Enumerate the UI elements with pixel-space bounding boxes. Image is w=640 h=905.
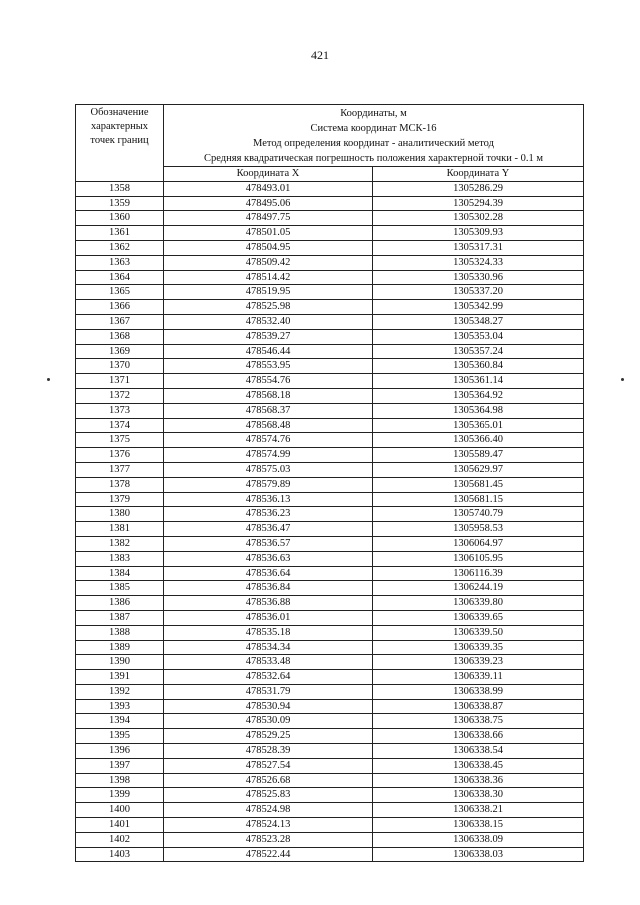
table-row: [76, 181, 584, 196]
coordinate-y-cell: 1305330.96: [373, 270, 584, 285]
point-number-cell: 1373: [76, 403, 164, 418]
coordinate-y-cell: 1306338.36: [373, 773, 584, 788]
coordinate-x-cell: 478579.89: [164, 477, 373, 492]
coordinate-x-cell: 478531.79: [164, 684, 373, 699]
coordinate-x-cell: 478536.13: [164, 492, 373, 507]
point-number-cell: 1379: [76, 492, 164, 507]
point-number-cell: 1378: [76, 477, 164, 492]
coordinate-x-cell: 478497.75: [164, 211, 373, 226]
coordinate-y-cell: 1305365.01: [373, 418, 584, 433]
table-row: [76, 655, 584, 670]
coordinate-y-cell: 1306338.75: [373, 714, 584, 729]
coordinate-y-cell: 1305294.39: [373, 196, 584, 211]
coordinates-table: [75, 104, 584, 862]
coordinate-x-cell: 478536.64: [164, 566, 373, 581]
table-row: [76, 507, 584, 522]
table-row: [76, 433, 584, 448]
point-number-cell: 1387: [76, 610, 164, 625]
point-number-cell: 1390: [76, 655, 164, 670]
coordinate-x-cell: 478514.42: [164, 270, 373, 285]
point-number-cell: 1362: [76, 240, 164, 255]
table-row: [76, 803, 584, 818]
table-row: [76, 610, 584, 625]
coordinate-x-cell: 478533.48: [164, 655, 373, 670]
table-row: [76, 684, 584, 699]
coordinate-y-cell: 1305302.28: [373, 211, 584, 226]
coordinate-x-cell: 478535.18: [164, 625, 373, 640]
table-row: [76, 581, 584, 596]
point-number-cell: 1401: [76, 818, 164, 833]
table-row: [76, 640, 584, 655]
coordinate-x-cell: 478519.95: [164, 285, 373, 300]
table-row: [76, 566, 584, 581]
coordinate-x-cell: 478536.63: [164, 551, 373, 566]
point-number-cell: 1375: [76, 433, 164, 448]
coordinate-y-cell: 1305360.84: [373, 359, 584, 374]
coordinate-y-cell: 1306338.87: [373, 699, 584, 714]
point-number-cell: 1359: [76, 196, 164, 211]
coordinate-y-cell: 1306338.66: [373, 729, 584, 744]
coordinate-y-cell: 1305958.53: [373, 522, 584, 537]
table-row: [76, 536, 584, 551]
table-row: [76, 359, 584, 374]
point-number-cell: 1367: [76, 314, 164, 329]
point-number-cell: 1360: [76, 211, 164, 226]
coordinate-x-cell: 478530.94: [164, 699, 373, 714]
coordinate-x-cell: 478530.09: [164, 714, 373, 729]
point-number-cell: 1383: [76, 551, 164, 566]
table-row: [76, 788, 584, 803]
coordinate-x-cell: 478509.42: [164, 255, 373, 270]
point-number-cell: 1396: [76, 744, 164, 759]
coordinate-x-cell: 478536.23: [164, 507, 373, 522]
point-number-cell: 1376: [76, 448, 164, 463]
table-row: [76, 418, 584, 433]
table-row: [76, 388, 584, 403]
coordinate-y-cell: 1305681.15: [373, 492, 584, 507]
coordinate-x-cell: 478525.98: [164, 300, 373, 315]
table-row: [76, 832, 584, 847]
coordinate-x-cell: 478532.40: [164, 314, 373, 329]
table-row: [76, 329, 584, 344]
coordinate-y-cell: 1306338.30: [373, 788, 584, 803]
table-row: [76, 492, 584, 507]
table-row: [76, 744, 584, 759]
point-number-cell: 1371: [76, 374, 164, 389]
coordinate-x-cell: 478536.88: [164, 596, 373, 611]
coordinate-y-cell: 1305353.04: [373, 329, 584, 344]
point-number-cell: 1388: [76, 625, 164, 640]
coordinate-x-cell: 478536.57: [164, 536, 373, 551]
coordinate-y-cell: 1305589.47: [373, 448, 584, 463]
table-row: [76, 847, 584, 862]
table-row: [76, 211, 584, 226]
header-right-line: Координаты, м: [340, 108, 407, 119]
table-row: [76, 314, 584, 329]
header-right-line: Система координат МСК-16: [310, 123, 437, 134]
coordinates-header: [164, 105, 584, 167]
coordinate-x-cell: 478568.18: [164, 388, 373, 403]
point-number-cell: 1394: [76, 714, 164, 729]
point-number-cell: 1403: [76, 847, 164, 862]
point-number-cell: 1393: [76, 699, 164, 714]
table-row: [76, 477, 584, 492]
coordinate-x-cell: 478574.99: [164, 448, 373, 463]
coordinate-y-cell: 1305337.20: [373, 285, 584, 300]
coordinate-x-cell: 478574.76: [164, 433, 373, 448]
coordinate-y-cell: 1306338.15: [373, 818, 584, 833]
coordinate-y-cell: 1306338.54: [373, 744, 584, 759]
coordinate-x-cell: 478529.25: [164, 729, 373, 744]
point-number-cell: 1369: [76, 344, 164, 359]
coordinate-y-cell: 1305364.92: [373, 388, 584, 403]
coordinate-x-cell: 478527.54: [164, 758, 373, 773]
coordinate-y-cell: 1306339.80: [373, 596, 584, 611]
coordinate-y-cell: 1305681.45: [373, 477, 584, 492]
table-row: [76, 625, 584, 640]
table-row: [76, 462, 584, 477]
coordinate-y-cell: 1306338.99: [373, 684, 584, 699]
coordinate-x-header: Координата X: [164, 167, 373, 182]
coordinate-y-cell: 1306338.21: [373, 803, 584, 818]
point-number-cell: 1402: [76, 832, 164, 847]
point-number-cell: 1361: [76, 226, 164, 241]
table-row: [76, 196, 584, 211]
table-row: [76, 522, 584, 537]
coordinate-y-cell: 1305317.31: [373, 240, 584, 255]
point-number-cell: 1399: [76, 788, 164, 803]
coordinate-x-cell: 478554.76: [164, 374, 373, 389]
table-row: [76, 255, 584, 270]
point-number-cell: 1372: [76, 388, 164, 403]
table-row: [76, 344, 584, 359]
coordinate-x-cell: 478532.64: [164, 670, 373, 685]
table-row: [76, 596, 584, 611]
coordinate-y-cell: 1305366.40: [373, 433, 584, 448]
header-right-line: Метод определения координат - аналитический метод: [253, 138, 494, 149]
coordinate-x-cell: 478534.34: [164, 640, 373, 655]
coordinate-x-cell: 478528.39: [164, 744, 373, 759]
table-row: [76, 374, 584, 389]
point-number-cell: 1381: [76, 522, 164, 537]
point-number-cell: 1382: [76, 536, 164, 551]
point-number-cell: 1366: [76, 300, 164, 315]
coordinate-y-header: Координата Y: [373, 167, 584, 182]
table-row: [76, 729, 584, 744]
coordinate-x-cell: 478539.27: [164, 329, 373, 344]
coordinate-y-cell: 1305357.24: [373, 344, 584, 359]
coordinate-y-cell: 1306339.23: [373, 655, 584, 670]
coordinate-x-cell: 478536.01: [164, 610, 373, 625]
coordinate-x-cell: 478568.48: [164, 418, 373, 433]
table-row: [76, 699, 584, 714]
point-number-cell: 1368: [76, 329, 164, 344]
coordinate-y-cell: 1305342.99: [373, 300, 584, 315]
point-number-cell: 1374: [76, 418, 164, 433]
point-number-cell: 1386: [76, 596, 164, 611]
coordinate-y-cell: 1305348.27: [373, 314, 584, 329]
coordinate-y-cell: 1305361.14: [373, 374, 584, 389]
point-number-cell: 1377: [76, 462, 164, 477]
point-number-cell: 1365: [76, 285, 164, 300]
coordinate-y-cell: 1305324.33: [373, 255, 584, 270]
coordinate-y-cell: 1306116.39: [373, 566, 584, 581]
table-row: [76, 448, 584, 463]
scan-speck: [47, 378, 50, 381]
point-number-cell: 1364: [76, 270, 164, 285]
coordinate-x-cell: 478524.98: [164, 803, 373, 818]
table-row: [76, 758, 584, 773]
coordinate-x-cell: 478522.44: [164, 847, 373, 862]
point-designation-header: [76, 105, 164, 182]
point-number-cell: 1370: [76, 359, 164, 374]
coordinate-x-cell: 478553.95: [164, 359, 373, 374]
point-number-cell: 1384: [76, 566, 164, 581]
coordinate-x-cell: 478504.95: [164, 240, 373, 255]
coordinate-y-cell: 1305286.29: [373, 181, 584, 196]
point-number-cell: 1400: [76, 803, 164, 818]
header-left-line: Обозначение: [90, 107, 149, 118]
point-number-cell: 1380: [76, 507, 164, 522]
table-row: [76, 270, 584, 285]
table-row: [76, 551, 584, 566]
table-row: [76, 773, 584, 788]
table-row: [76, 285, 584, 300]
table-row: [76, 714, 584, 729]
coordinate-x-cell: 478523.28: [164, 832, 373, 847]
coordinate-y-cell: 1305629.97: [373, 462, 584, 477]
table-row: [76, 403, 584, 418]
coordinate-x-cell: 478495.06: [164, 196, 373, 211]
coordinate-x-cell: 478524.13: [164, 818, 373, 833]
point-number-cell: 1389: [76, 640, 164, 655]
coordinate-y-cell: 1306105.95: [373, 551, 584, 566]
point-number-cell: 1363: [76, 255, 164, 270]
point-number-cell: 1391: [76, 670, 164, 685]
coordinate-x-cell: 478501.05: [164, 226, 373, 241]
coordinate-x-cell: 478546.44: [164, 344, 373, 359]
table-row: [76, 240, 584, 255]
coordinate-y-cell: 1306339.35: [373, 640, 584, 655]
coordinate-y-cell: 1305309.93: [373, 226, 584, 241]
coordinate-y-cell: 1306338.09: [373, 832, 584, 847]
coordinate-x-cell: 478526.68: [164, 773, 373, 788]
coordinate-x-cell: 478536.47: [164, 522, 373, 537]
table-row: [76, 226, 584, 241]
point-number-cell: 1392: [76, 684, 164, 699]
page-number: 421: [311, 48, 329, 62]
scan-speck: [621, 378, 624, 381]
coordinate-y-cell: 1305740.79: [373, 507, 584, 522]
coordinate-y-cell: 1306244.19: [373, 581, 584, 596]
table-body: [76, 181, 584, 862]
table-header: [76, 105, 584, 182]
coordinate-x-cell: 478575.03: [164, 462, 373, 477]
header-right-line: Средняя квадратическая погрешность положения характерной точки - 0.1 м: [204, 153, 543, 164]
header-left-line: характерных: [90, 120, 149, 132]
coordinate-x-cell: 478525.83: [164, 788, 373, 803]
point-number-cell: 1397: [76, 758, 164, 773]
table-row: [76, 670, 584, 685]
coordinate-y-cell: 1305364.98: [373, 403, 584, 418]
coordinate-x-cell: 478536.84: [164, 581, 373, 596]
coordinate-x-cell: 478568.37: [164, 403, 373, 418]
coordinate-y-cell: 1306338.45: [373, 758, 584, 773]
table-row: [76, 300, 584, 315]
coordinate-y-cell: 1306339.50: [373, 625, 584, 640]
coordinate-y-cell: 1306064.97: [373, 536, 584, 551]
point-number-cell: 1358: [76, 181, 164, 196]
coordinate-y-cell: 1306338.03: [373, 847, 584, 862]
header-left-line: точек границ: [90, 134, 149, 146]
coordinate-x-cell: 478493.01: [164, 181, 373, 196]
point-number-cell: 1395: [76, 729, 164, 744]
table-row: [76, 818, 584, 833]
point-number-cell: 1385: [76, 581, 164, 596]
point-number-cell: 1398: [76, 773, 164, 788]
coordinate-y-cell: 1306339.65: [373, 610, 584, 625]
coordinate-y-cell: 1306339.11: [373, 670, 584, 685]
